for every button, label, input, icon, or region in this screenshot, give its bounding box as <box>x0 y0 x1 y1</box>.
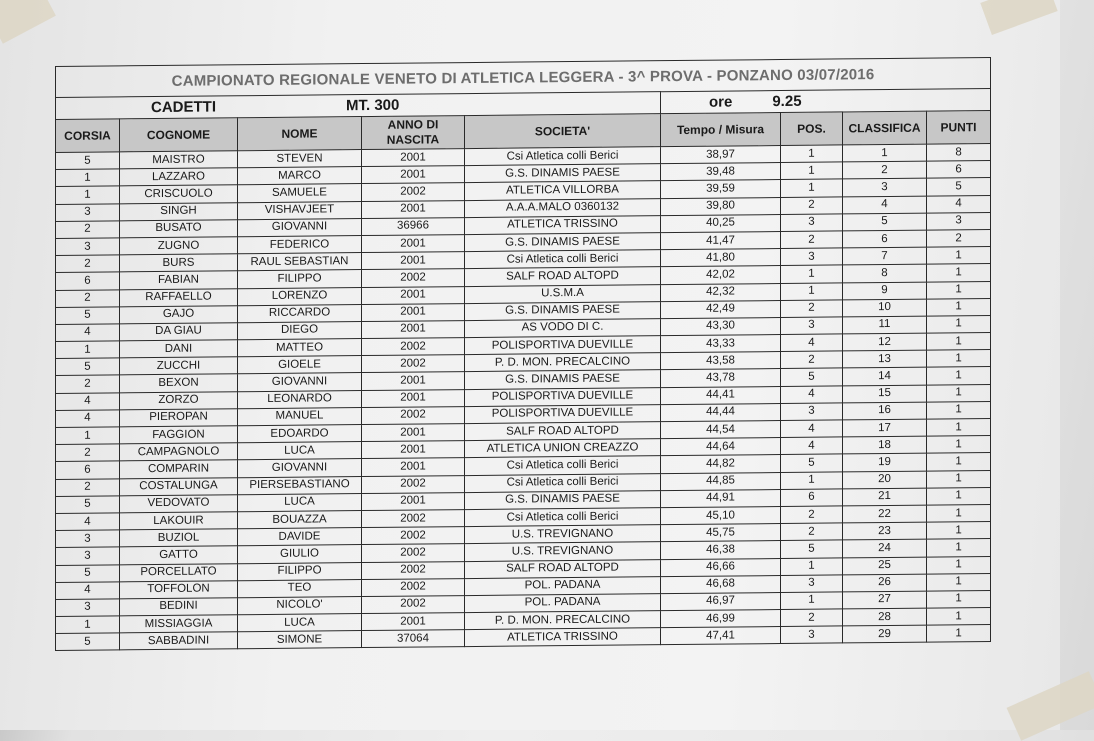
cell-anno: 2002 <box>362 183 465 201</box>
cell-pos: 2 <box>781 231 843 249</box>
cell-classifica: 17 <box>843 419 927 437</box>
cell-anno: 2002 <box>362 406 465 424</box>
cell-punti: 1 <box>927 333 991 351</box>
results-table <box>55 57 991 651</box>
cell-nome: LUCA <box>238 493 362 511</box>
cell-tempo: 46,99 <box>661 610 781 628</box>
cell-pos: 3 <box>781 214 843 232</box>
event-label: MT. 300 <box>346 96 400 115</box>
cell-cognome: MISSIAGGIA <box>120 615 238 633</box>
cell-tempo: 42,32 <box>661 283 781 301</box>
cell-punti: 3 <box>927 212 991 230</box>
cell-corsia: 1 <box>56 341 120 359</box>
cell-classifica: 27 <box>843 591 927 609</box>
cell-tempo: 44,44 <box>661 403 781 421</box>
cell-tempo: 44,54 <box>661 421 781 439</box>
cell-cognome: ZUCCHI <box>120 357 238 375</box>
cell-corsia: 5 <box>56 307 120 325</box>
cell-anno: 2001 <box>362 441 465 459</box>
cell-societa: SALF ROAD ALTOPD <box>465 267 661 286</box>
cell-societa: U.S.M.A <box>465 284 661 303</box>
cell-tempo: 40,25 <box>661 214 781 232</box>
cell-punti: 1 <box>927 436 991 454</box>
cell-nome: GIOVANNI <box>238 459 362 477</box>
cell-corsia: 2 <box>56 444 120 462</box>
cell-anno: 2002 <box>362 544 465 562</box>
cell-classifica: 16 <box>843 402 927 420</box>
cell-cognome: ZUGNO <box>120 237 238 255</box>
cell-classifica: 5 <box>843 213 927 231</box>
cell-corsia: 2 <box>56 375 120 393</box>
cell-punti: 1 <box>927 350 991 368</box>
cell-anno: 2002 <box>362 578 465 596</box>
cell-anno: 2001 <box>362 252 465 270</box>
cell-classifica: 6 <box>843 230 927 248</box>
cell-tempo: 45,75 <box>661 524 781 542</box>
cell-punti: 1 <box>927 556 991 574</box>
cell-cognome: PORCELLATO <box>120 563 238 581</box>
cell-societa: Csi Atletica colli Berici <box>465 147 661 166</box>
cell-corsia: 4 <box>56 513 120 531</box>
cell-punti: 1 <box>927 384 991 402</box>
cell-nome: PIERSEBASTIANO <box>238 476 362 494</box>
cell-societa: POL. PADANA <box>465 576 661 595</box>
cell-anno: 2001 <box>362 200 465 218</box>
cell-nome: RAUL SEBASTIAN <box>238 253 362 271</box>
cell-societa: G.S. DINAMIS PAESE <box>465 164 661 183</box>
cell-classifica: 18 <box>843 436 927 454</box>
cell-societa: POLISPORTIVA DUEVILLE <box>465 404 661 423</box>
cell-tempo: 42,02 <box>661 266 781 284</box>
cell-societa: A.A.A.MALO 0360132 <box>465 198 661 217</box>
cell-pos: 1 <box>781 179 843 197</box>
cell-punti: 1 <box>927 298 991 316</box>
cell-nome: FILIPPO <box>238 270 362 288</box>
cell-punti: 1 <box>927 367 991 385</box>
cell-cognome: TOFFOLON <box>120 580 238 598</box>
cell-anno: 2001 <box>362 613 465 631</box>
page-title: CAMPIONATO REGIONALE VENETO DI ATLETICA LEGGERA - 3^ PROVA - PONZANO 03/07/2016 <box>56 58 991 98</box>
cell-nome: NICOLO' <box>238 596 362 614</box>
cell-tempo: 42,49 <box>661 300 781 318</box>
header-nome: NOME <box>238 117 362 151</box>
cell-pos: 1 <box>781 472 843 490</box>
cell-tempo: 47,41 <box>661 627 781 645</box>
cell-pos: 2 <box>781 609 843 627</box>
cell-punti: 1 <box>927 281 991 299</box>
cell-corsia: 5 <box>56 633 120 651</box>
cell-anno: 2002 <box>362 510 465 528</box>
cell-cognome: DANI <box>120 340 238 358</box>
cell-tempo: 43,30 <box>661 317 781 335</box>
cell-anno: 2001 <box>362 320 465 338</box>
cell-societa: U.S. TREVIGNANO <box>465 542 661 561</box>
cell-anno: 37064 <box>362 630 465 648</box>
cell-pos: 1 <box>781 145 843 163</box>
cell-punti: 1 <box>927 590 991 608</box>
cell-pos: 2 <box>781 197 843 215</box>
cell-classifica: 20 <box>843 471 927 489</box>
cell-punti: 1 <box>927 487 991 505</box>
cell-cognome: PIEROPAN <box>120 409 238 427</box>
cell-societa: ATLETICA TRISSINO <box>465 628 661 647</box>
cell-pos: 3 <box>781 403 843 421</box>
cell-anno: 2002 <box>362 595 465 613</box>
cell-corsia: 3 <box>56 203 120 221</box>
cell-classifica: 21 <box>843 488 927 506</box>
cell-cognome: DA GIAU <box>120 323 238 341</box>
cell-corsia: 4 <box>56 324 120 342</box>
cell-societa: POLISPORTIVA DUEVILLE <box>465 336 661 355</box>
cell-corsia: 4 <box>56 393 120 411</box>
cell-cognome: COSTALUNGA <box>120 477 238 495</box>
cell-punti: 8 <box>927 144 991 162</box>
cell-punti: 1 <box>927 470 991 488</box>
cell-nome: SIMONE <box>238 631 362 649</box>
cell-tempo: 44,82 <box>661 455 781 473</box>
cell-pos: 3 <box>781 248 843 266</box>
cell-classifica: 29 <box>843 625 927 643</box>
cell-societa: POLISPORTIVA DUEVILLE <box>465 387 661 406</box>
cell-nome: EDOARDO <box>238 425 362 443</box>
cell-nome: LUCA <box>238 442 362 460</box>
cell-classifica: 2 <box>843 161 927 179</box>
cell-pos: 5 <box>781 454 843 472</box>
cell-nome: DAVIDE <box>238 528 362 546</box>
cell-classifica: 19 <box>843 454 927 472</box>
header-anno-line1: ANNO DI <box>387 117 439 132</box>
cell-cognome: CAMPAGNOLO <box>120 443 238 461</box>
cell-cognome: BUSATO <box>120 219 238 237</box>
header-anno-line2: NASCITA <box>386 132 440 147</box>
cell-societa: G.S. DINAMIS PAESE <box>465 301 661 320</box>
cell-pos: 5 <box>781 368 843 386</box>
cell-classifica: 26 <box>843 574 927 592</box>
cell-cognome: SINGH <box>120 202 238 220</box>
cell-classifica: 3 <box>843 179 927 197</box>
cell-corsia: 3 <box>56 599 120 617</box>
cell-societa: SALF ROAD ALTOPD <box>465 422 661 441</box>
cell-societa: ATLETICA VILLORBA <box>465 181 661 200</box>
cell-cognome: VEDOVATO <box>120 494 238 512</box>
category-label: CADETTI <box>151 98 216 117</box>
cell-pos: 4 <box>781 386 843 404</box>
cell-anno: 2001 <box>362 372 465 390</box>
cell-anno: 2001 <box>362 166 465 184</box>
cell-cognome: LAZZARO <box>120 168 238 186</box>
cell-nome: LUCA <box>238 614 362 632</box>
cell-anno: 2002 <box>362 355 465 373</box>
cell-pos: 4 <box>781 334 843 352</box>
cell-pos: 2 <box>781 506 843 524</box>
time-label: ore <box>709 93 733 111</box>
cell-cognome: GATTO <box>120 546 238 564</box>
cell-punti: 4 <box>927 195 991 213</box>
header-corsia: CORSIA <box>56 119 120 153</box>
cell-societa: Csi Atletica colli Berici <box>465 508 661 527</box>
cell-tempo: 46,97 <box>661 592 781 610</box>
cell-societa: Csi Atletica colli Berici <box>465 456 661 475</box>
cell-corsia: 1 <box>56 186 120 204</box>
cell-anno: 2001 <box>362 389 465 407</box>
cell-pos: 3 <box>781 626 843 644</box>
cell-punti: 5 <box>927 178 991 196</box>
cell-pos: 1 <box>781 557 843 575</box>
cell-tempo: 41,47 <box>661 231 781 249</box>
cell-anno: 2002 <box>362 269 465 287</box>
cell-anno: 2001 <box>362 149 465 167</box>
cell-tempo: 43,33 <box>661 335 781 353</box>
cell-societa: P. D. MON. PRECALCINO <box>465 611 661 630</box>
cell-societa: POL. PADANA <box>465 594 661 613</box>
cell-pos: 1 <box>781 282 843 300</box>
cell-corsia: 1 <box>56 616 120 634</box>
cell-societa: U.S. TREVIGNANO <box>465 525 661 544</box>
cell-anno: 2001 <box>362 424 465 442</box>
cell-tempo: 43,78 <box>661 369 781 387</box>
cell-anno: 2002 <box>362 475 465 493</box>
cell-punti: 1 <box>927 608 991 626</box>
cell-classifica: 22 <box>843 505 927 523</box>
cell-tempo: 44,41 <box>661 386 781 404</box>
cell-societa: SALF ROAD ALTOPD <box>465 559 661 578</box>
cell-pos: 3 <box>781 317 843 335</box>
cell-tempo: 39,59 <box>661 180 781 198</box>
cell-tempo: 46,38 <box>661 541 781 559</box>
cell-nome: BOUAZZA <box>238 510 362 528</box>
cell-corsia: 5 <box>56 496 120 514</box>
cell-punti: 1 <box>927 264 991 282</box>
cell-punti: 1 <box>927 522 991 540</box>
cell-pos: 2 <box>781 351 843 369</box>
cell-pos: 1 <box>781 592 843 610</box>
header-societa: SOCIETA' <box>465 114 661 149</box>
cell-anno: 2002 <box>362 561 465 579</box>
cell-pos: 4 <box>781 420 843 438</box>
cell-societa: G.S. DINAMIS PAESE <box>465 370 661 389</box>
cell-corsia: 5 <box>56 152 120 170</box>
results-body <box>56 144 991 651</box>
cell-classifica: 11 <box>843 316 927 334</box>
cell-pos: 6 <box>781 489 843 507</box>
cell-corsia: 2 <box>56 478 120 496</box>
cell-classifica: 1 <box>843 144 927 162</box>
cell-pos: 3 <box>781 575 843 593</box>
cell-societa: G.S. DINAMIS PAESE <box>465 490 661 509</box>
cell-tempo: 44,64 <box>661 438 781 456</box>
cell-nome: LORENZO <box>238 287 362 305</box>
cell-societa: G.S. DINAMIS PAESE <box>465 233 661 252</box>
cell-corsia: 1 <box>56 427 120 445</box>
cell-tempo: 39,80 <box>661 197 781 215</box>
cell-nome: GIOVANNI <box>238 218 362 236</box>
cell-societa: Csi Atletica colli Berici <box>465 473 661 492</box>
cell-punti: 1 <box>927 453 991 471</box>
cell-cognome: GAJO <box>120 305 238 323</box>
cell-societa: ATLETICA UNION CREAZZO <box>465 439 661 458</box>
cell-nome: TEO <box>238 579 362 597</box>
cell-classifica: 28 <box>843 608 927 626</box>
cell-classifica: 24 <box>843 539 927 557</box>
cell-corsia: 4 <box>56 582 120 600</box>
cell-anno: 2001 <box>362 235 465 253</box>
cell-corsia: 3 <box>56 547 120 565</box>
cell-corsia: 2 <box>56 289 120 307</box>
cell-punti: 1 <box>927 247 991 265</box>
cell-nome: GIULIO <box>238 545 362 563</box>
cell-nome: MANUEL <box>238 407 362 425</box>
cell-pos: 5 <box>781 540 843 558</box>
cell-pos: 4 <box>781 437 843 455</box>
cell-corsia: 6 <box>56 272 120 290</box>
cell-corsia: 3 <box>56 238 120 256</box>
cell-cognome: BEXON <box>120 374 238 392</box>
cell-nome: LEONARDO <box>238 390 362 408</box>
cell-cognome: CRISCUOLO <box>120 185 238 203</box>
cell-classifica: 10 <box>843 299 927 317</box>
cell-cognome: MAISTRO <box>120 151 238 169</box>
header-classifica: CLASSIFICA <box>843 111 927 145</box>
cell-cognome: SABBADINI <box>120 632 238 650</box>
cell-anno: 2001 <box>362 286 465 304</box>
cell-corsia: 6 <box>56 461 120 479</box>
cell-tempo: 44,91 <box>661 489 781 507</box>
cell-cognome: FAGGION <box>120 426 238 444</box>
cell-corsia: 4 <box>56 410 120 428</box>
cell-classifica: 7 <box>843 247 927 265</box>
cell-anno: 2001 <box>362 492 465 510</box>
cell-nome: MARCO <box>238 167 362 185</box>
cell-punti: 1 <box>927 573 991 591</box>
cell-tempo: 43,58 <box>661 352 781 370</box>
cell-corsia: 5 <box>56 564 120 582</box>
cell-anno: 2001 <box>362 458 465 476</box>
cell-pos: 2 <box>781 523 843 541</box>
cell-cognome: BURS <box>120 254 238 272</box>
cell-societa: P. D. MON. PRECALCINO <box>465 353 661 372</box>
cell-cognome: RAFFAELLO <box>120 288 238 306</box>
cell-nome: DIEGO <box>238 321 362 339</box>
cell-societa: ATLETICA TRISSINO <box>465 215 661 234</box>
results-sheet <box>55 57 990 651</box>
cell-punti: 1 <box>927 315 991 333</box>
cell-pos: 1 <box>781 162 843 180</box>
cell-cognome: BUZIOL <box>120 529 238 547</box>
cell-classifica: 14 <box>843 368 927 386</box>
cell-punti: 6 <box>927 161 991 179</box>
cell-nome: VISHAVJEET <box>238 201 362 219</box>
header-punti: PUNTI <box>927 111 991 145</box>
cell-tempo: 38,97 <box>661 146 781 164</box>
cell-nome: GIOVANNI <box>238 373 362 391</box>
cell-corsia: 5 <box>56 358 120 376</box>
cell-societa: Csi Atletica colli Berici <box>465 250 661 269</box>
cell-pos: 1 <box>781 265 843 283</box>
cell-nome: STEVEN <box>238 150 362 168</box>
cell-classifica: 9 <box>843 282 927 300</box>
cell-anno: 2002 <box>362 338 465 356</box>
cell-cognome: BEDINI <box>120 598 238 616</box>
cell-corsia: 1 <box>56 169 120 187</box>
time-value: 9.25 <box>772 92 802 111</box>
cell-corsia: 3 <box>56 530 120 548</box>
header-tempo: Tempo / Misura <box>661 113 781 147</box>
cell-tempo: 41,80 <box>661 249 781 267</box>
cell-nome: GIOELE <box>238 356 362 374</box>
cell-anno: 2002 <box>362 527 465 545</box>
cell-tempo: 46,66 <box>661 558 781 576</box>
cell-corsia: 2 <box>56 221 120 239</box>
cell-punti: 1 <box>927 401 991 419</box>
cell-nome: FILIPPO <box>238 562 362 580</box>
cell-classifica: 8 <box>843 264 927 282</box>
cell-punti: 1 <box>927 419 991 437</box>
header-pos: POS. <box>781 112 843 146</box>
cell-anno: 36966 <box>362 217 465 235</box>
cell-punti: 1 <box>927 625 991 643</box>
cell-societa: AS VODO DI C. <box>465 319 661 338</box>
cell-cognome: LAKOUIR <box>120 512 238 530</box>
cell-nome: FEDERICO <box>238 235 362 253</box>
cell-cognome: FABIAN <box>120 271 238 289</box>
header-anno <box>362 116 465 150</box>
cell-nome: RICCARDO <box>238 304 362 322</box>
cell-tempo: 44,85 <box>661 472 781 490</box>
cell-corsia: 2 <box>56 255 120 273</box>
cell-cognome: COMPARIN <box>120 460 238 478</box>
cell-punti: 2 <box>927 229 991 247</box>
cell-classifica: 4 <box>843 196 927 214</box>
cell-tempo: 45,10 <box>661 506 781 524</box>
cell-tempo: 39,48 <box>661 163 781 181</box>
cell-classifica: 15 <box>843 385 927 403</box>
cell-cognome: ZORZO <box>120 391 238 409</box>
cell-classifica: 23 <box>843 522 927 540</box>
cell-punti: 1 <box>927 504 991 522</box>
cell-punti: 1 <box>927 539 991 557</box>
header-cognome: COGNOME <box>120 118 238 152</box>
cell-classifica: 12 <box>843 333 927 351</box>
cell-tempo: 46,68 <box>661 575 781 593</box>
cell-nome: SAMUELE <box>238 184 362 202</box>
cell-nome: MATTEO <box>238 339 362 357</box>
cell-classifica: 13 <box>843 350 927 368</box>
cell-pos: 2 <box>781 300 843 318</box>
cell-anno: 2001 <box>362 303 465 321</box>
start-time <box>661 89 991 114</box>
cell-classifica: 25 <box>843 557 927 575</box>
